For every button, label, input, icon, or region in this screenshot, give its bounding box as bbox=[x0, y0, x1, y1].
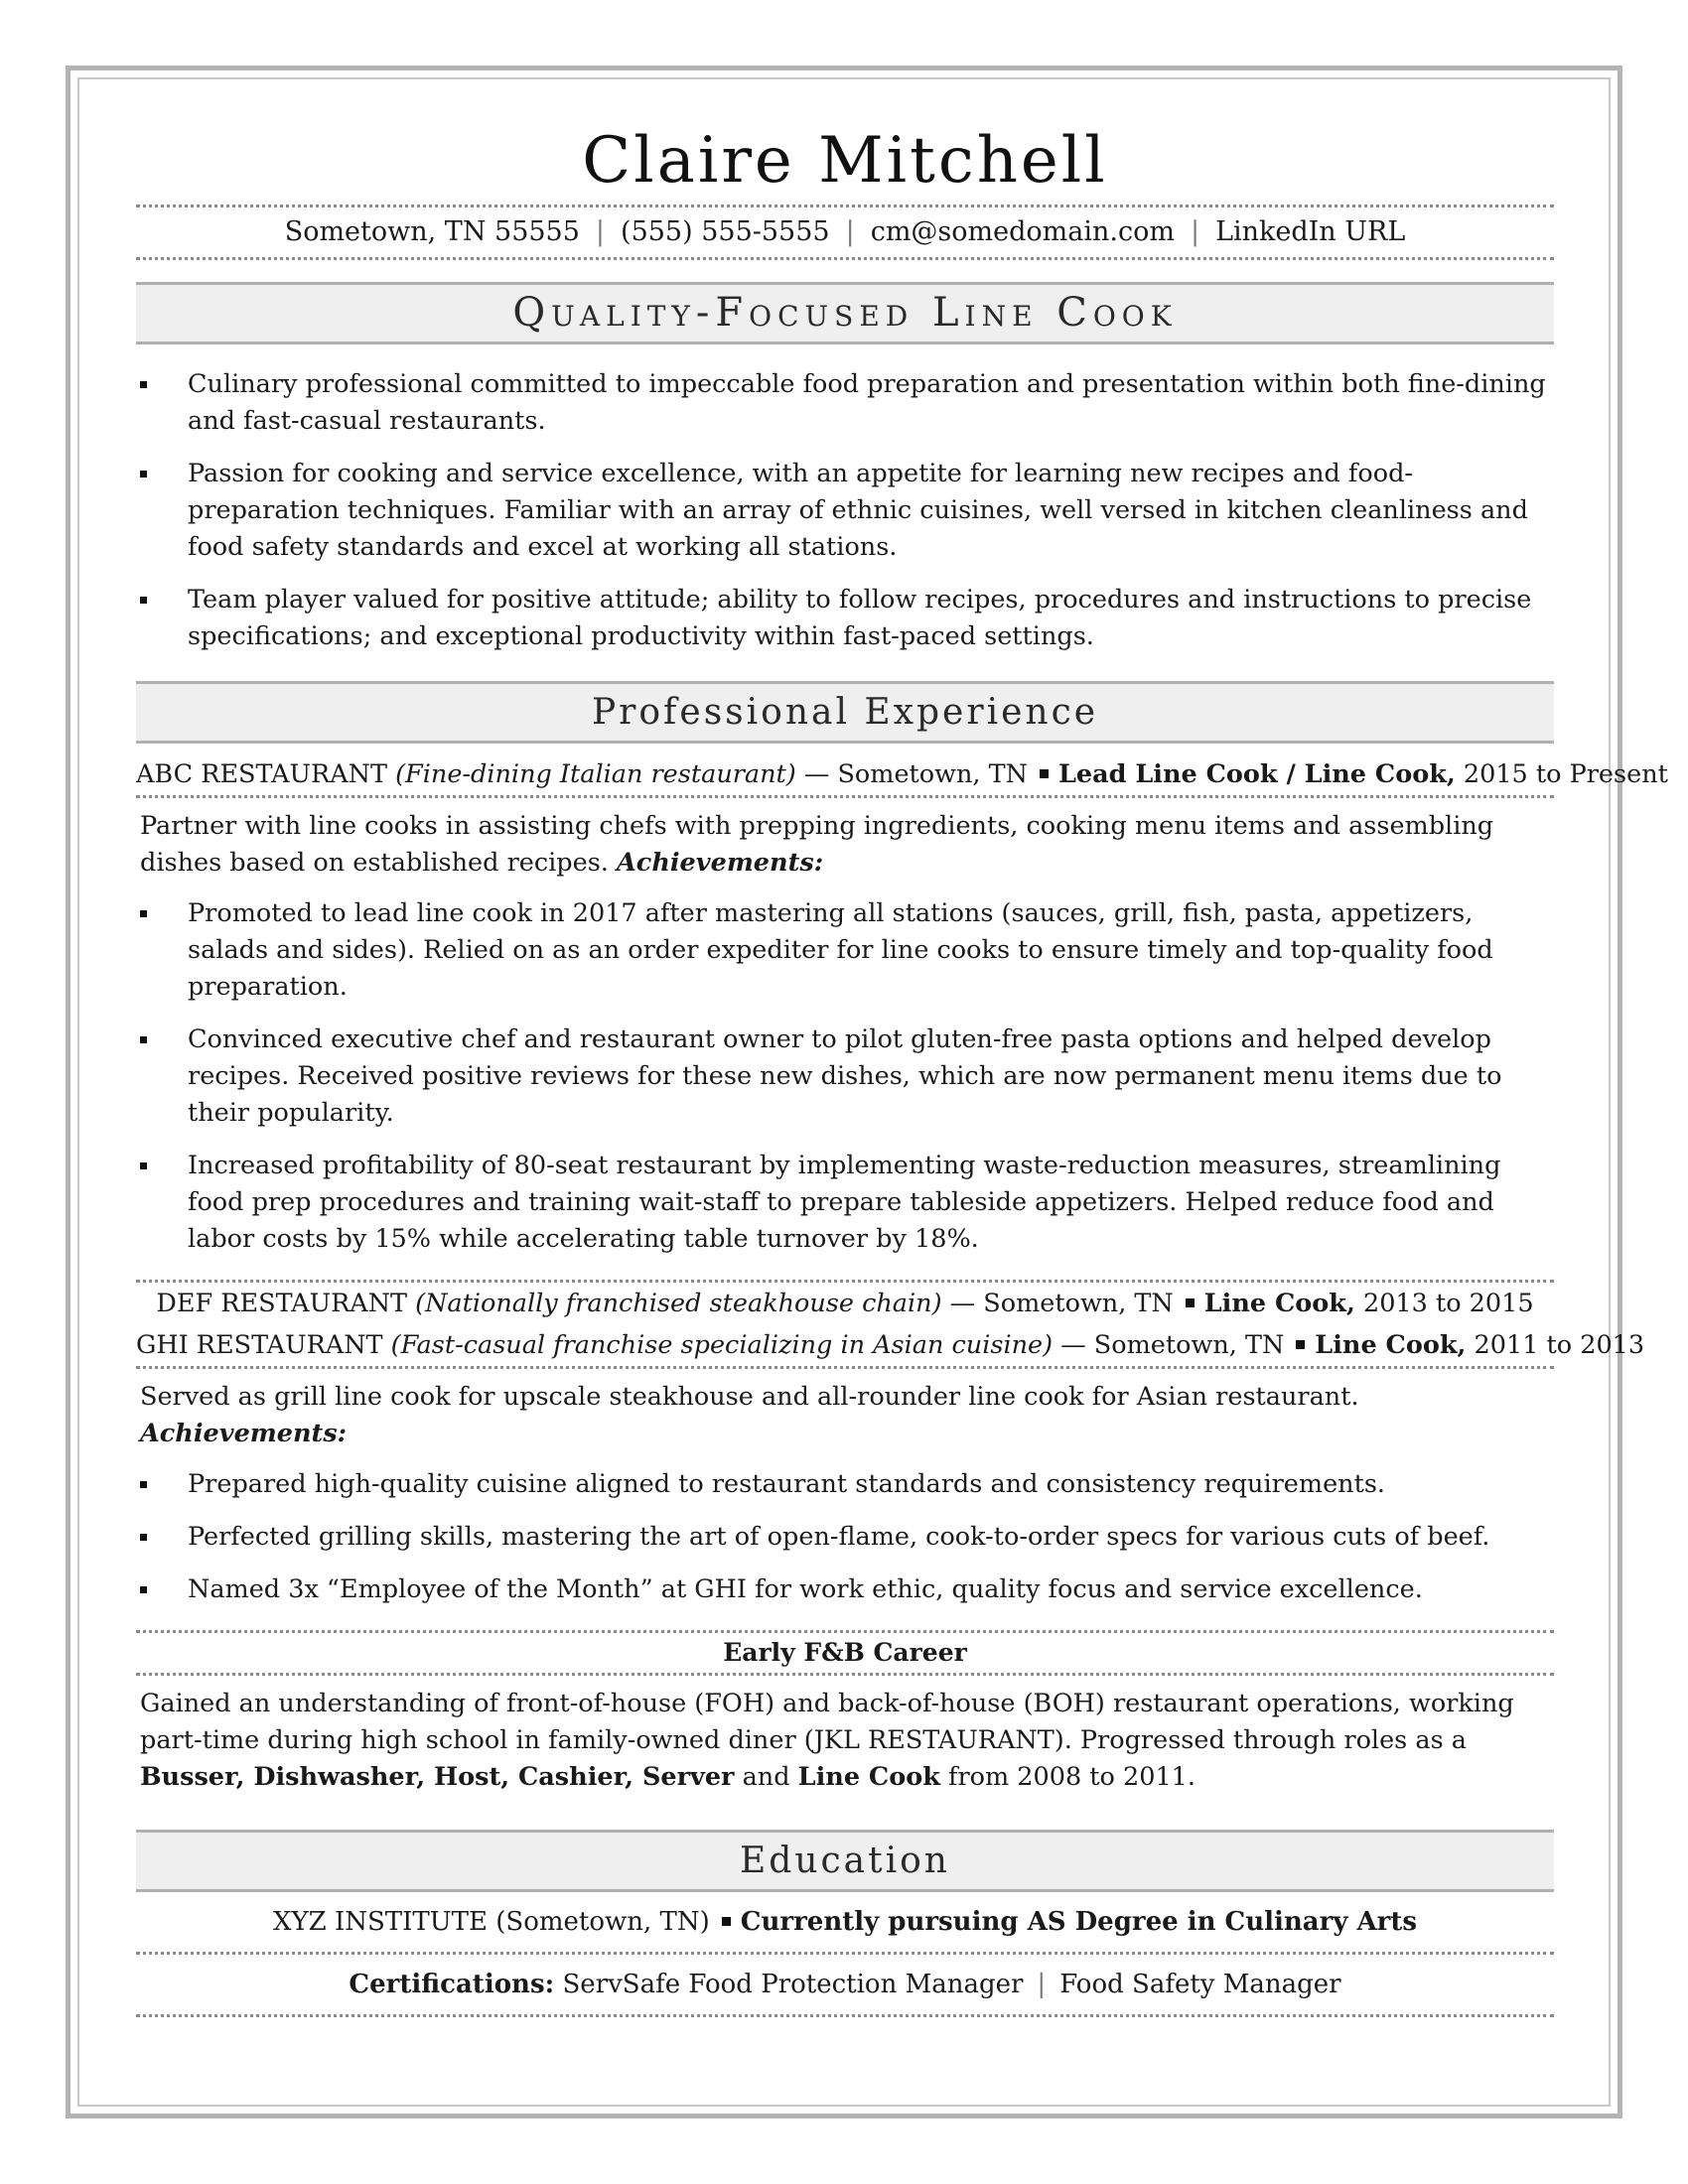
contact-email: cm@somedomain.com bbox=[870, 216, 1175, 247]
contact-separator: | bbox=[845, 216, 855, 247]
headline-title: Quality-Focused Line Cook bbox=[512, 290, 1178, 336]
cert-separator: | bbox=[1037, 1970, 1047, 1999]
employer-location: — Sometown, TN bbox=[803, 759, 1028, 789]
job-dates: 2015 to Present bbox=[1463, 759, 1668, 789]
square-bullet-icon bbox=[1040, 769, 1049, 778]
contact-location: Sometown, TN 55555 bbox=[284, 216, 580, 247]
achievements-label: Achievements: bbox=[140, 1419, 348, 1448]
divider bbox=[136, 1366, 1554, 1369]
job-title: Line Cook, bbox=[1203, 1289, 1355, 1318]
contact-line bbox=[136, 207, 1554, 257]
contact-separator: | bbox=[1190, 216, 1200, 247]
achievement-item: Perfected grilling skills, mastering the art of open-flame, cook-to-order specs for various cuts of beef. bbox=[136, 1519, 1554, 1556]
job-def-header bbox=[136, 1283, 1554, 1324]
early-career-text bbox=[140, 1686, 1554, 1796]
job-ghi-header bbox=[136, 1324, 1645, 1366]
certifications-line bbox=[136, 1955, 1554, 2014]
job-title: Lead Line Cook / Line Cook, bbox=[1057, 759, 1456, 789]
early-career-text-part: Gained an understanding of front-of-house (FOH) and back-of-house (BOH) restaurant operations, working part-time during high school in family-owned diner (JKL RESTAURANT). Progressed through roles as a bbox=[140, 1689, 1514, 1755]
experience-heading: Professional Experience bbox=[591, 692, 1099, 733]
achievements-label: Achievements: bbox=[617, 848, 824, 878]
degree: Currently pursuing AS Degree in Culinary Arts bbox=[740, 1907, 1418, 1937]
job-intro-text: Served as grill line cook for upscale steakhouse and all-rounder line cook for Asian restaurant. bbox=[140, 1382, 1359, 1412]
achievement-item: Promoted to lead line cook in 2017 after mastering all stations (sauces, grill, fish, pasta, appetizers, salads and sides). Relied on as an order expediter for line cooks to ensure timely and top-quality food preparation. bbox=[136, 895, 1554, 1006]
experience-band bbox=[136, 681, 1554, 744]
education-band bbox=[136, 1830, 1554, 1892]
achievement-item: Increased profitability of 80-seat restaurant by implementing waste-reduction measures, streamlining food prep procedures and training wait-staff to prepare tableside appetizers. Helped reduce food and labor costs by 15% while accelerating table turnover by 18%. bbox=[136, 1148, 1554, 1258]
headline-band bbox=[136, 282, 1554, 344]
achievement-item: Prepared high-quality cuisine aligned to restaurant standards and consistency requirements. bbox=[136, 1466, 1554, 1503]
certification-item: ServSafe Food Protection Manager bbox=[562, 1970, 1024, 1999]
divider bbox=[136, 1673, 1554, 1676]
square-bullet-icon bbox=[1296, 1340, 1305, 1349]
job-ghi-achievements bbox=[136, 1466, 1554, 1608]
education-heading: Education bbox=[740, 1841, 950, 1881]
summary-list bbox=[136, 366, 1554, 655]
job-ghi-intro bbox=[140, 1379, 1554, 1452]
certification-item: Food Safety Manager bbox=[1059, 1970, 1341, 1999]
job-dates: 2013 to 2015 bbox=[1362, 1289, 1534, 1318]
achievement-item: Named 3x “Employee of the Month” at GHI for work ethic, quality focus and service excellence. bbox=[136, 1571, 1554, 1608]
job-abc-intro bbox=[140, 808, 1554, 882]
early-career-and: and bbox=[742, 1762, 790, 1792]
early-career-role-last: Line Cook bbox=[797, 1762, 940, 1792]
employer-name: DEF RESTAURANT bbox=[156, 1289, 408, 1318]
job-intro-text: Partner with line cooks in assisting chefs with prepping ingredients, cooking menu items and assembling dishes based on established recipes. bbox=[140, 811, 1494, 878]
contact-separator: | bbox=[595, 216, 606, 247]
education-line bbox=[136, 1892, 1554, 1952]
divider bbox=[136, 2014, 1554, 2017]
square-bullet-icon bbox=[1186, 1298, 1195, 1307]
early-career-roles: Busser, Dishwasher, Host, Cashier, Server bbox=[140, 1762, 735, 1792]
candidate-name: Claire Mitchell bbox=[582, 124, 1108, 198]
summary-item: Passion for cooking and service excellence, with an appetite for learning new recipes and food-preparation techniques. Familiar with an array of ethnic cuisines, well versed in kitchen cleanliness and food safety standards and excel at working all stations. bbox=[136, 456, 1554, 566]
early-career-heading: Early F&B Career bbox=[723, 1638, 967, 1667]
job-dates: 2011 to 2013 bbox=[1474, 1330, 1645, 1360]
divider bbox=[136, 795, 1554, 798]
employer-location: — Sometown, TN bbox=[1060, 1330, 1285, 1360]
job-abc-achievements bbox=[136, 895, 1554, 1258]
resume-content bbox=[136, 119, 1668, 2017]
summary-item: Team player valued for positive attitude; ability to follow recipes, procedures and instructions to precise specifications; and exceptional productivity within fast-paced settings. bbox=[136, 582, 1554, 655]
achievement-item: Convinced executive chef and restaurant owner to pilot gluten-free pasta options and helped develop recipes. Received positive reviews for these new dishes, which are now permanent menu items due to their popularity. bbox=[136, 1022, 1554, 1132]
employer-description: (Nationally franchised steakhouse chain) bbox=[415, 1289, 942, 1318]
job-title: Line Cook, bbox=[1315, 1330, 1467, 1360]
employer-description: (Fine-dining Italian restaurant) bbox=[395, 759, 796, 789]
early-career-dates: from 2008 to 2011. bbox=[948, 1762, 1196, 1792]
employer-name: GHI RESTAURANT bbox=[136, 1330, 383, 1360]
school-name: XYZ INSTITUTE (Sometown, TN) bbox=[272, 1907, 710, 1937]
square-bullet-icon bbox=[722, 1917, 731, 1926]
summary-item: Culinary professional committed to impeccable food preparation and presentation within both fine-dining and fast-casual restaurants. bbox=[136, 366, 1554, 440]
job-abc-header bbox=[136, 753, 1668, 795]
contact-linkedin: LinkedIn URL bbox=[1215, 216, 1406, 247]
divider bbox=[136, 257, 1554, 260]
employer-name: ABC RESTAURANT bbox=[136, 759, 387, 789]
contact-phone: (555) 555-5555 bbox=[621, 216, 830, 247]
employer-description: (Fast-casual franchise specializing in Asian cuisine) bbox=[390, 1330, 1054, 1360]
certifications-label: Certifications: bbox=[349, 1970, 555, 1999]
employer-location: — Sometown, TN bbox=[949, 1289, 1174, 1318]
